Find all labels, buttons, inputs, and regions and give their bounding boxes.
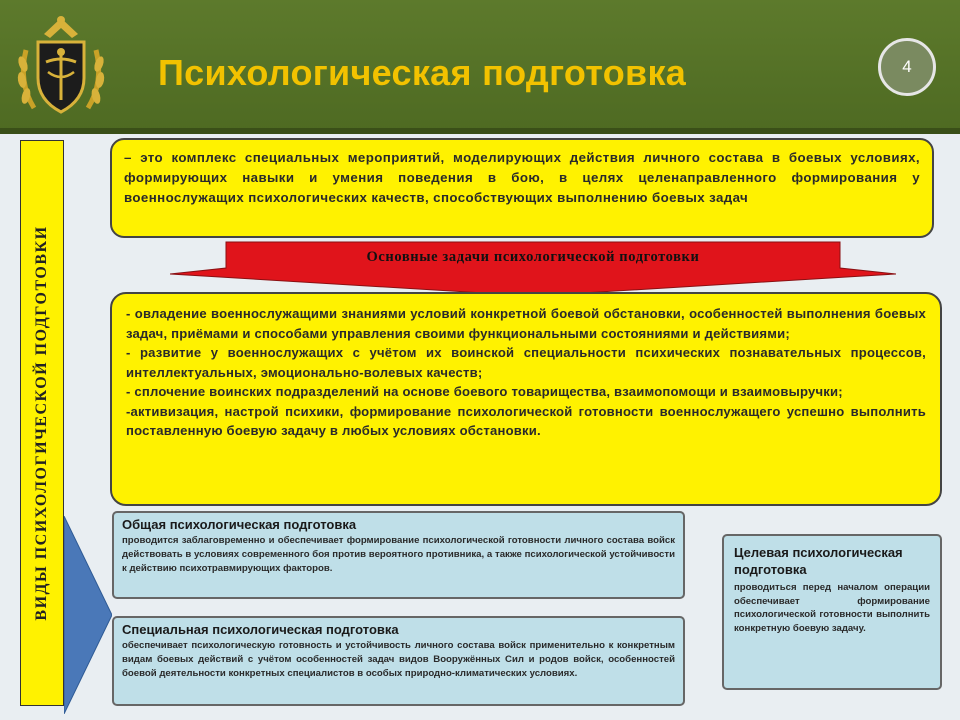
- tasks-banner-arrow: [170, 238, 896, 296]
- page-number-badge: 4: [878, 38, 936, 96]
- right-arrow-icon: [64, 516, 112, 714]
- general-training-title: Общая психологическая подготовка: [122, 517, 357, 532]
- vertical-label-text: ВИДЫ ПСИХОЛОГИЧЕСКОЙ ПОДГОТОВКИ: [33, 225, 50, 621]
- task-item: -активизация, настрой психики, формирование психологической готовности военнослужащего успешно выполнить поставленную боевую задачу в любых условиях обстановки.: [126, 403, 926, 438]
- target-training-title: Целевая психологическая подготовка: [734, 545, 903, 577]
- task-item: - развитие у военнослужащих с учётом их воинской специальности психических познавательных процессов, интеллектуальных, эмоционально-волевых качеств;: [126, 345, 926, 380]
- special-training-text: обеспечивает психологическую готовность и устойчивость личного состава войск применительно к конкретным видам боевых действий с учётом особенностей задач видов Вооружённых Сил и родов войск, особенностей боевой деятельности конкретных специалистов в особых природно-климатических условиях.: [122, 640, 675, 679]
- general-training-box: [112, 511, 685, 599]
- definition-box: – это комплекс специальных мероприятий, моделирующих действия личного состава в боевых условиях, формирующих навыки и умения поведения в бою, в целях целенаправленного формирования у военнослужащих психологических качеств, способствующих выполнению боевых задач: [110, 138, 934, 238]
- target-training-text: проводиться перед началом операции обеспечивает формирование психологической готовности выполнить конкретную боевую задачу.: [734, 582, 930, 634]
- task-item: - сплочение воинских подразделений на основе боевого товарищества, взаимопомощи и взаимовыручки;: [126, 384, 843, 399]
- special-training-title: Специальная психологическая подготовка: [122, 622, 399, 637]
- target-training-box: [722, 534, 942, 690]
- military-emblem-icon: [14, 12, 108, 120]
- special-training-box: [112, 616, 685, 706]
- page-title: Психологическая подготовка: [158, 52, 687, 93]
- general-training-text: проводится заблаговременно и обеспечивает формирование психологической готовности личного состава войск действовать в условиях современного боя против вероятного противника, а также психологической устойчивости к действию психотравмирующих факторов.: [122, 535, 675, 574]
- tasks-box: [110, 292, 942, 506]
- types-vertical-label: [20, 140, 64, 706]
- task-item: - овладение военнослужащими знаниями условий конкретной боевой обстановки, особенностей выполнения боевых задач, приёмами и способами управления своими функциональными состояниями и действиями;: [126, 306, 926, 341]
- tasks-banner-label: Основные задачи психологической подготовки: [366, 249, 700, 265]
